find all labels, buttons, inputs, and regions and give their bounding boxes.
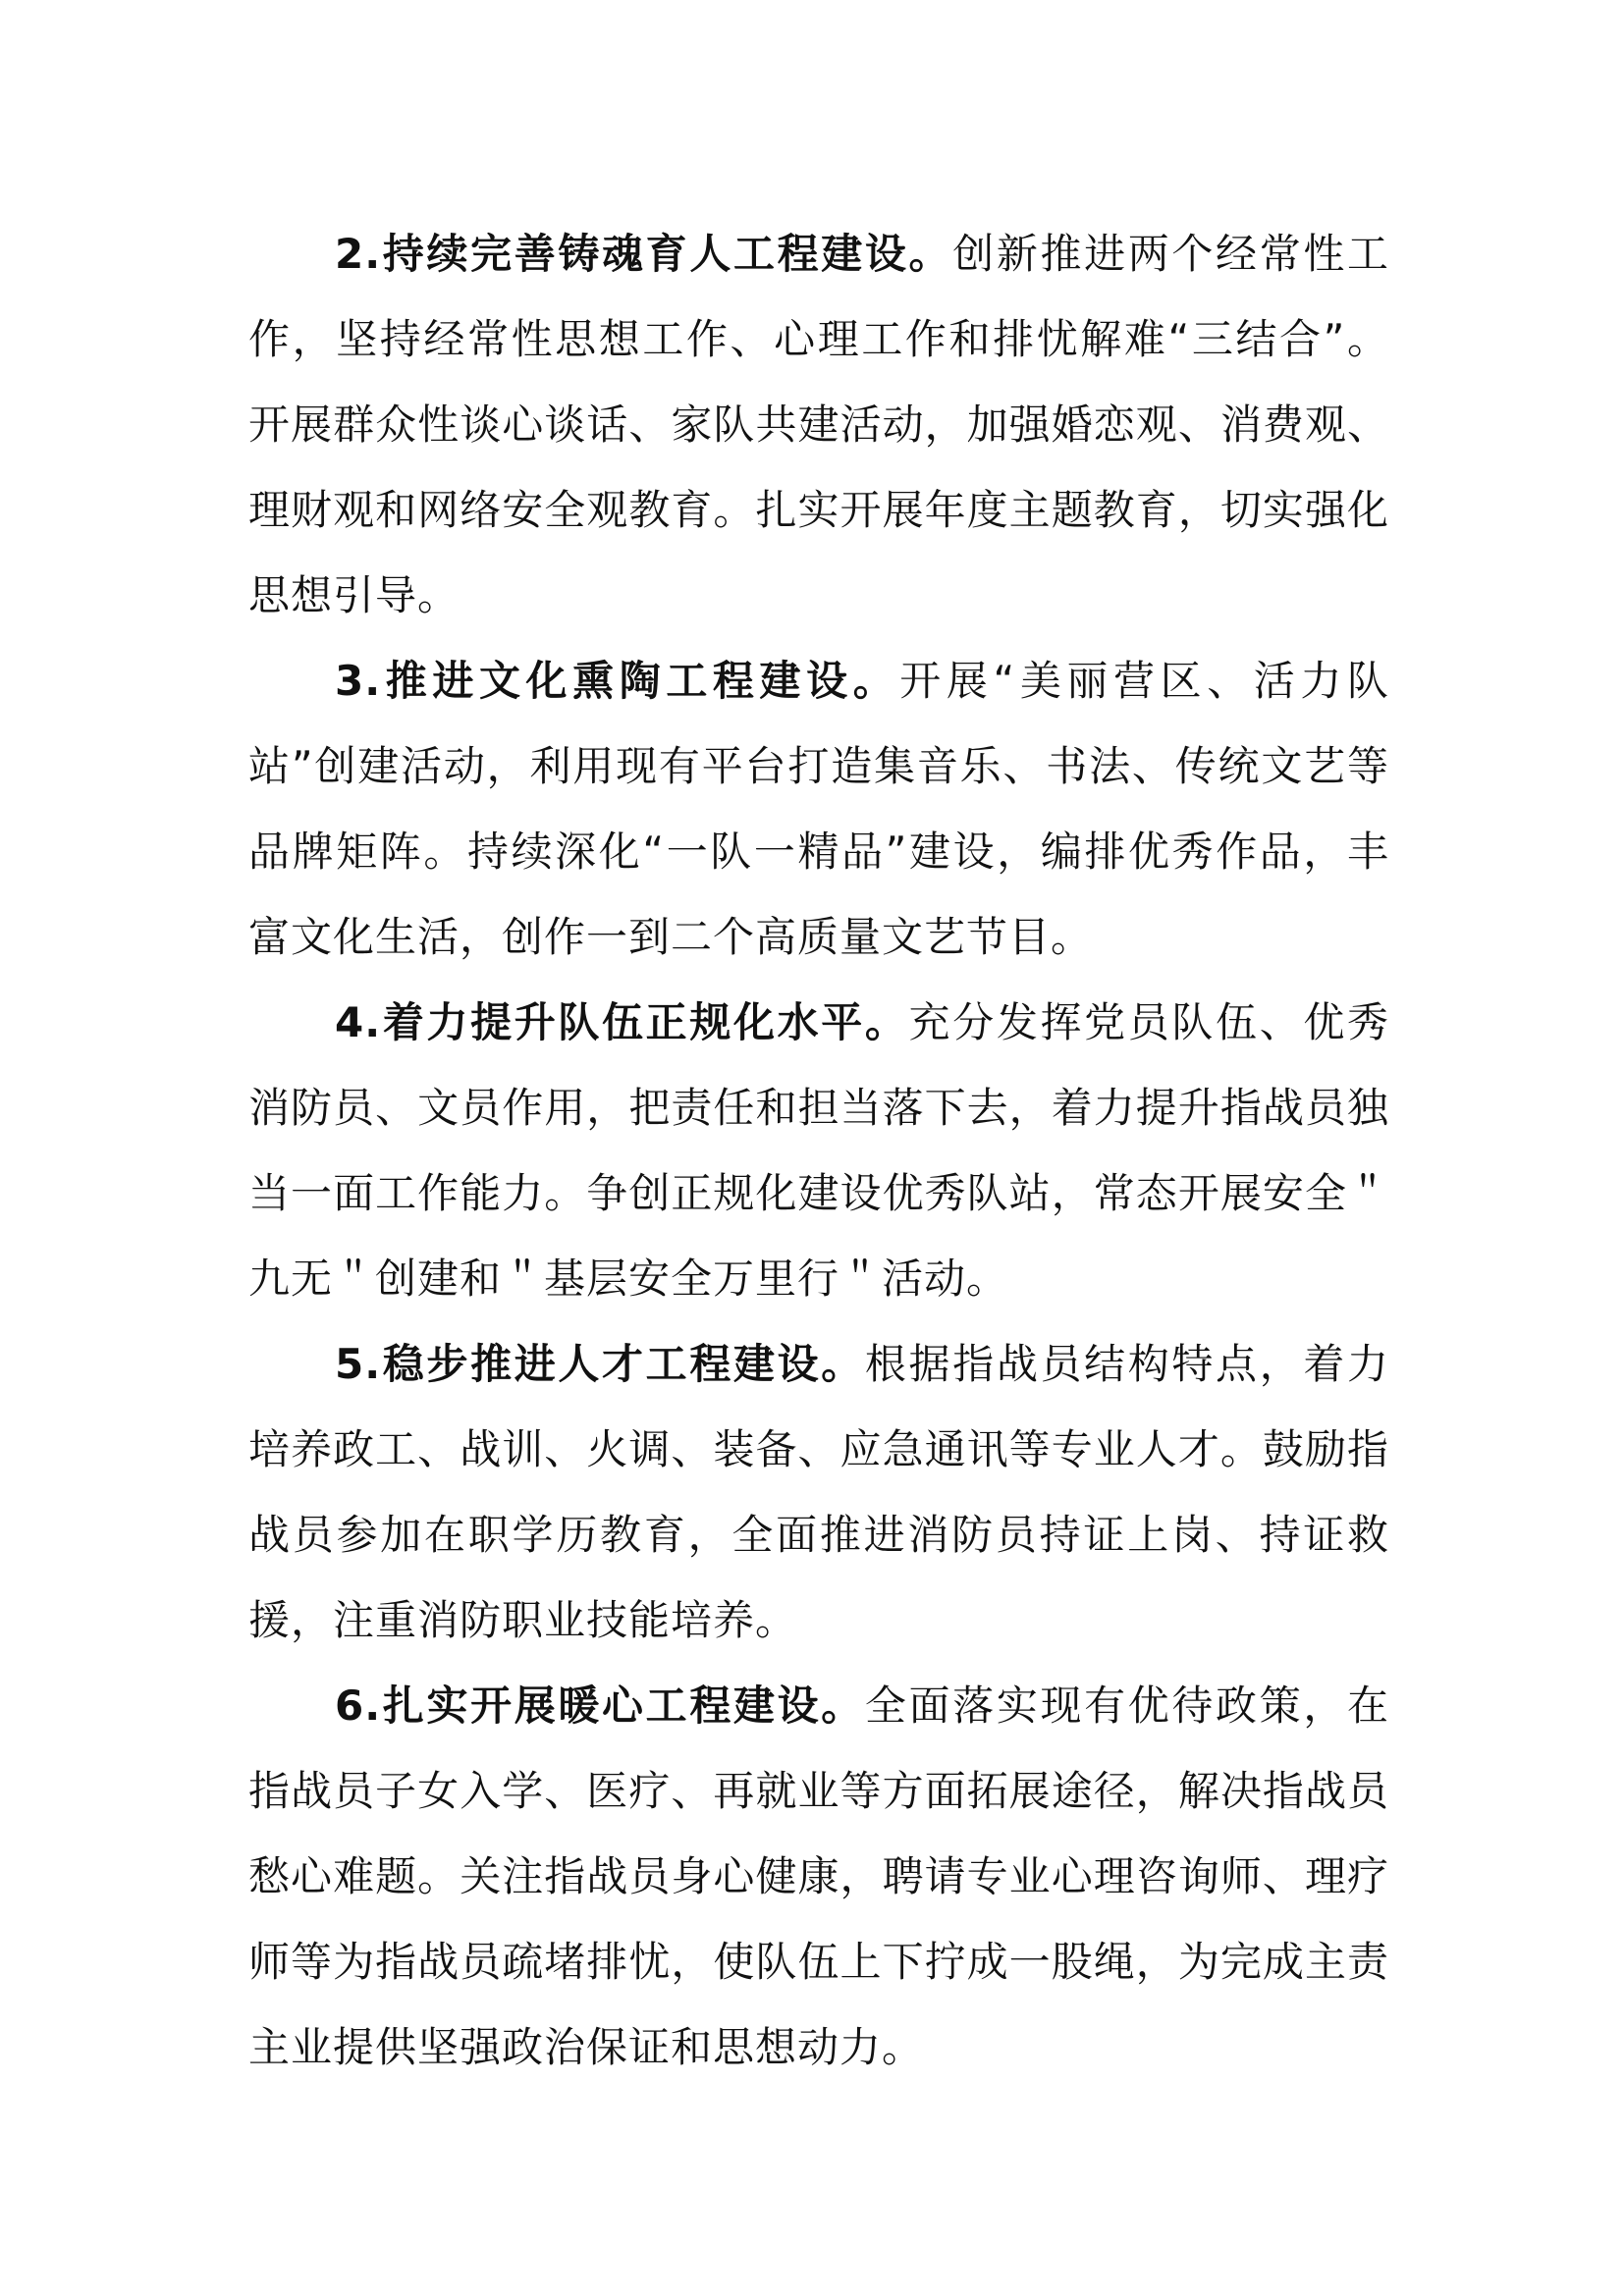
paragraph-text: 创新推进两个经常性工作，坚持经常性思想工作、心理工作和排忧解难“三结合”。开展群众性谈心谈话、家队共建活动，加强婚恋观、消费观、理财观和网络安全观教育。扎实开展年度主题教育，切实强化思想引导。 (248, 230, 1389, 619)
paragraph-heading: 6.扎实开展暖心工程建设。 (335, 1682, 865, 1730)
paragraph-heading: 4.着力提升队伍正规化水平。 (335, 998, 909, 1046)
paragraph-heading: 2.持续完善铸魂育人工程建设。 (335, 230, 953, 278)
paragraph-3 (248, 638, 1389, 980)
document-body (248, 211, 1389, 2090)
paragraph-text: 充分发挥党员队伍、优秀消防员、文员作用，把责任和担当落下去，着力提升指战员独当一面工作能力。争创正规化建设优秀队站，常态开展安全＂九无＂创建和＂基层安全万里行＂活动。 (248, 998, 1389, 1303)
paragraph-heading: 5.稳步推进人才工程建设。 (335, 1340, 865, 1388)
paragraph-text: 根据指战员结构特点，着力培养政工、战训、火调、装备、应急通讯等专业人才。鼓励指战员参加在职学历教育，全面推进消防员持证上岗、持证救援，注重消防职业技能培养。 (248, 1340, 1389, 1644)
paragraph-heading: 3.推进文化熏陶工程建设。 (335, 657, 900, 705)
paragraph-2 (248, 211, 1389, 638)
paragraph-6 (248, 1663, 1389, 2090)
paragraph-4 (248, 980, 1389, 1321)
paragraph-5 (248, 1321, 1389, 1663)
paragraph-text: 全面落实现有优待政策，在指战员子女入学、医疗、再就业等方面拓展途径，解决指战员愁心难题。关注指战员身心健康，聘请专业心理咨询师、理疗师等为指战员疏堵排忧，使队伍上下拧成一股绳，为完成主责主业提供坚强政治保证和思想动力。 (248, 1682, 1389, 2071)
paragraph-text: 开展“美丽营区、活力队站”创建活动，利用现有平台打造集音乐、书法、传统文艺等品牌矩阵。持续深化“一队一精品”建设，编排优秀作品，丰富文化生活，创作一到二个高质量文艺节目。 (248, 657, 1389, 961)
